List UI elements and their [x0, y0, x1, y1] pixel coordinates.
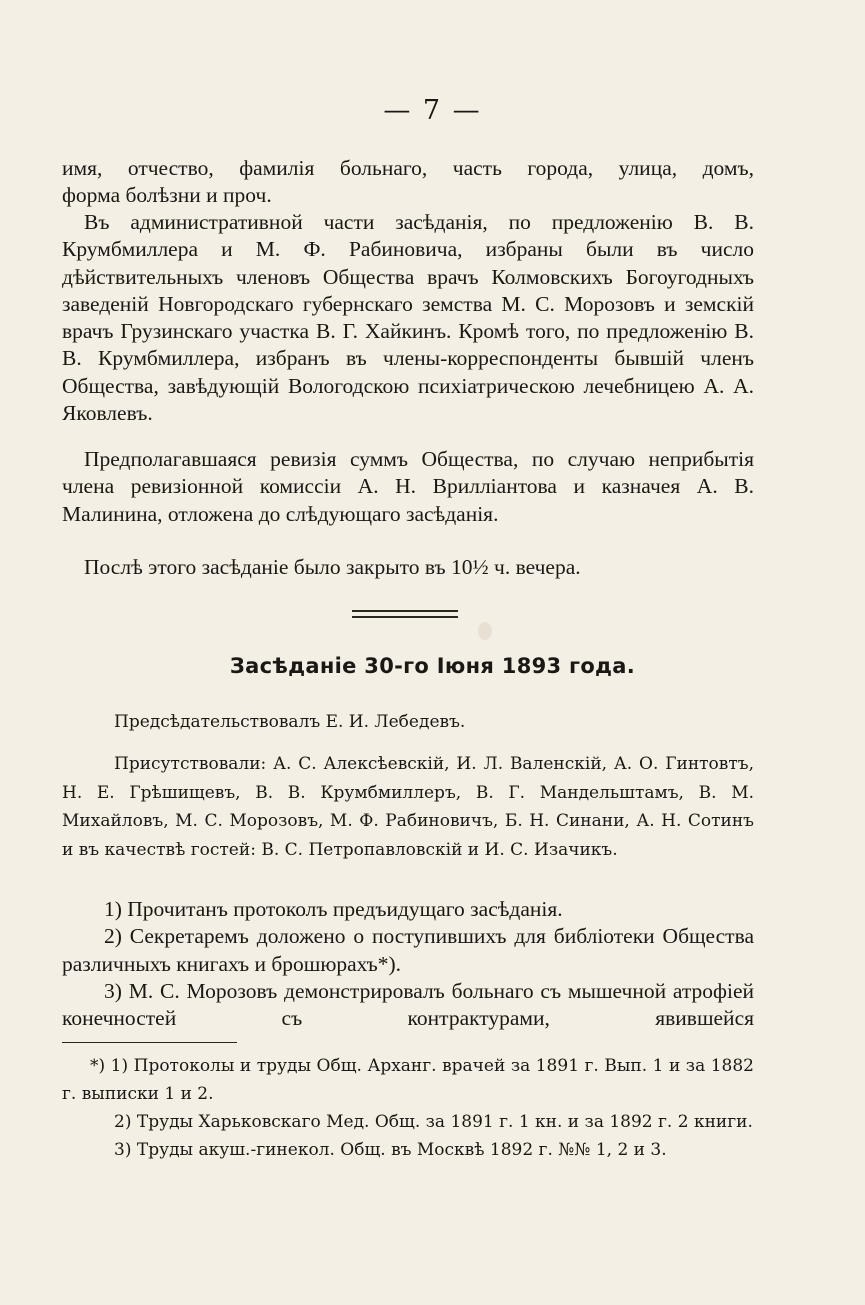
- closing-paragraph-block: [62, 554, 754, 581]
- closing-paragraph: Послѣ этого засѣданіе было закрыто въ 10½ ч. вечера.: [84, 555, 581, 579]
- revision-paragraph-block: [62, 446, 754, 528]
- present-block: [62, 750, 754, 864]
- intro-line-1: имя, отчество, фамилія больнаго, часть города, улица, домъ,: [62, 156, 754, 180]
- intro-block: [62, 155, 754, 210]
- item-1: 1) Прочитанъ протоколъ предъидущаго засѣданія.: [104, 897, 563, 921]
- footnote-2: 2) Труды Харьковскаго Мед. Общ. за 1891 г. 1 кн. и за 1892 г. 2 книги.: [114, 1112, 753, 1132]
- intro-line-2: форма болѣзни и проч.: [62, 183, 272, 208]
- admin-paragraph: Въ административной части засѣданія, по предложенію В. В. Крумбмиллера и М. Ф. Рабиновича, избраны были въ число дѣйствительныхъ членовъ Общества врачъ Колмовскихъ Богоугодныхъ заведеній Новгородскаго губернскаго земства М. С. Морозовъ и земскій врачъ Грузинскаго участка В. Г. Хайкинъ. Кромѣ того, по предложенію В. В. Крумбмиллера, избранъ въ члены-корреспонденты бывшій членъ Общества, завѣдующій Вологодскою психіатрическою лечебницею А. А. Яковлевъ.: [62, 210, 754, 426]
- chair-line: Предсѣдательствовалъ Е. И. Лебедевъ.: [114, 712, 466, 732]
- present-paragraph: Присутствовали: А. С. Алексѣевскій, И. Л. Валенскій, А. О. Гинтовтъ, Н. Е. Грѣшищевъ, В. В. Крумбмиллеръ, В. Г. Мандельштамъ, В. М. Михайловъ, М. С. Морозовъ, М. Ф. Рабиновичъ, Б. Н. Синани, А. Н. Сотинъ и въ качествѣ гостей: В. С. Петропавловскій и И. С. Изачикъ.: [62, 754, 754, 860]
- items-block: [62, 896, 754, 1032]
- footnote-1: *) 1) Протоколы и труды Общ. Арханг. врачей за 1891 г. Вып. 1 и за 1882 г. выписки 1 и 2.: [62, 1056, 754, 1104]
- footnote-rule: [62, 1042, 237, 1043]
- item-2: 2) Секретаремъ доложено о поступившихъ для библіотеки Общества различныхъ книгахъ и брошюрахъ*).: [62, 924, 754, 976]
- page-number: — 7 —: [383, 95, 482, 126]
- footnote-3: 3) Труды акуш.-гинекол. Общ. въ Москвѣ 1892 г. №№ 1, 2 и 3.: [114, 1140, 667, 1160]
- footnotes-block: [62, 1052, 754, 1164]
- chair-block: [62, 708, 754, 737]
- revision-paragraph: Предполагавшаяся ревизія суммъ Общества, по случаю неприбытія члена ревизіонной комиссіи А. Н. Врилліантова и казначея А. В. Малинина, отложена до слѣдующаго засѣданія.: [62, 447, 754, 526]
- section-divider: [352, 610, 458, 618]
- admin-paragraph-block: [62, 209, 754, 427]
- session-heading: Засѣданіе 30-го Іюня 1893 года.: [229, 654, 636, 678]
- item-3: 3) М. С. Морозовъ демонстрировалъ больнаго съ мышечной атрофіей конечностей съ контрактурами, явившейся: [62, 978, 754, 1031]
- paper-stain: [478, 622, 492, 640]
